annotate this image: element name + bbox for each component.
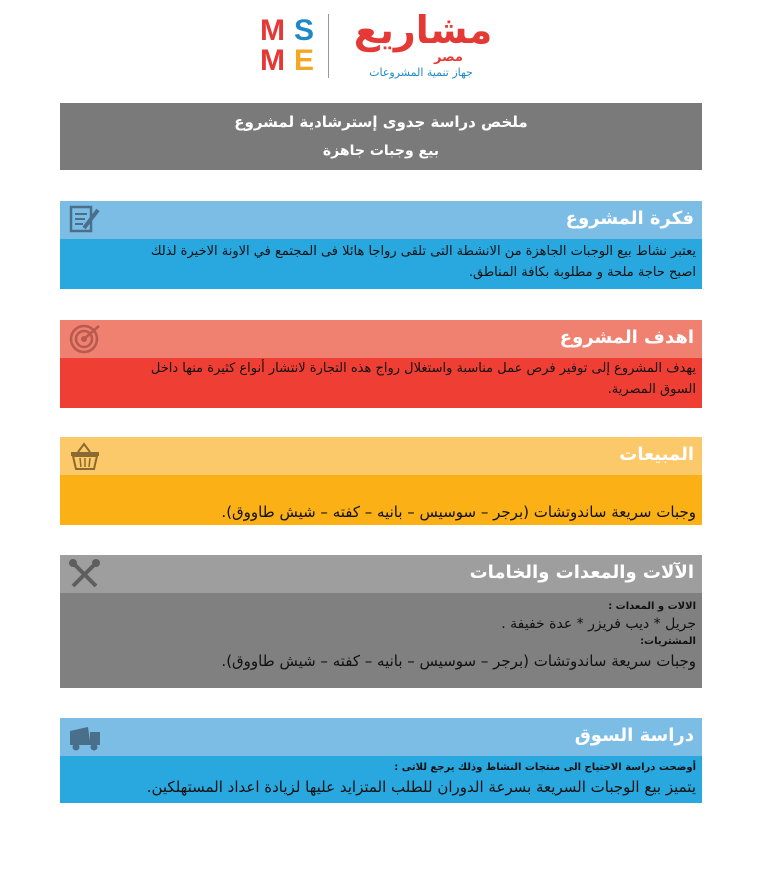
section-header	[60, 718, 702, 756]
tools-icon	[68, 558, 102, 590]
section-sales	[60, 437, 702, 525]
section-header	[60, 201, 702, 239]
equipment-text: جريل * ديب فريزر * عدة خفيفة .	[501, 616, 696, 632]
equipment-sub-heading: الالات و المعدات :	[608, 601, 696, 612]
logo-letter-m1: M	[260, 14, 285, 47]
logo-divider	[328, 14, 329, 78]
logo-arabic-main: مشاريع	[353, 8, 493, 52]
section-heading: دراسة السوق	[574, 725, 694, 746]
section-equipment	[60, 555, 702, 688]
purchases-sub-heading: المشتريات:	[640, 636, 696, 647]
truck-icon	[68, 721, 102, 753]
section-project-idea	[60, 201, 702, 289]
logo-letter-s: S	[294, 14, 315, 47]
section-heading: المبيعات	[619, 444, 694, 465]
section-body	[60, 593, 702, 688]
logo-letter-m2: M	[260, 44, 285, 77]
idea-text-line-1: يعتبر نشاط بيع الوجبات الجاهزة من الانشطة التى تلقى رواجا هائلا فى المجتمع في الاونة الاخيرة لذلك	[150, 244, 696, 259]
target-icon	[68, 323, 102, 355]
msme-logo-mark	[258, 16, 324, 76]
section-market-study	[60, 718, 702, 803]
section-heading: فكرة المشروع	[565, 208, 694, 229]
market-sub-heading: أوضحت دراسة الاحتياج الى منتجات النشاط وذلك يرجع للاتى :	[394, 762, 696, 773]
basket-icon	[68, 440, 102, 472]
section-header	[60, 320, 702, 358]
section-heading: الآلات والمعدات والخامات	[469, 562, 694, 583]
sales-text: وجبات سريعة ساندوتشات (برجر – سوسيس – بانيه – كفته – شيش طاووق).	[221, 503, 696, 521]
title-line-2: بيع وجبات جاهزة	[322, 143, 440, 159]
logo-letter-e: E	[294, 44, 315, 77]
logo	[258, 8, 518, 84]
goal-text-line-1: يهدف المشروع إلى توفير فرص عمل مناسبة واستغلال رواج هذه التجارة لانتشار أنواع كثيرة منها داخل	[150, 361, 696, 376]
logo-arabic-sub: مصر	[434, 50, 463, 65]
idea-text-line-2: اصبح حاجة ملحة و مطلوبة بكافة المناطق.	[468, 265, 696, 280]
section-header	[60, 555, 702, 593]
notepad-pen-icon	[68, 204, 102, 236]
market-text: يتميز بيع الوجبات السريعة بسرعة الدوران للطلب المتزايد عليها لزيادة اعداد المستهلكين.	[146, 778, 696, 796]
goal-text-line-2: السوق المصرية.	[607, 382, 696, 397]
title-line-1: ملخص دراسة جدوى إسترشادية لمشروع	[234, 113, 528, 131]
logo-arabic-tagline: جهاز تنمية المشروعات	[369, 66, 473, 79]
section-body	[60, 239, 702, 289]
summary-title-box	[60, 103, 702, 170]
section-header	[60, 437, 702, 475]
section-body	[60, 475, 702, 525]
section-project-goal	[60, 320, 702, 408]
section-heading: اهدف المشروع	[559, 327, 694, 348]
purchases-text: وجبات سريعة ساندوتشات (برجر – سوسيس – بانيه – كفته – شيش طاووق).	[221, 652, 696, 670]
section-body	[60, 358, 702, 408]
section-body	[60, 756, 702, 803]
